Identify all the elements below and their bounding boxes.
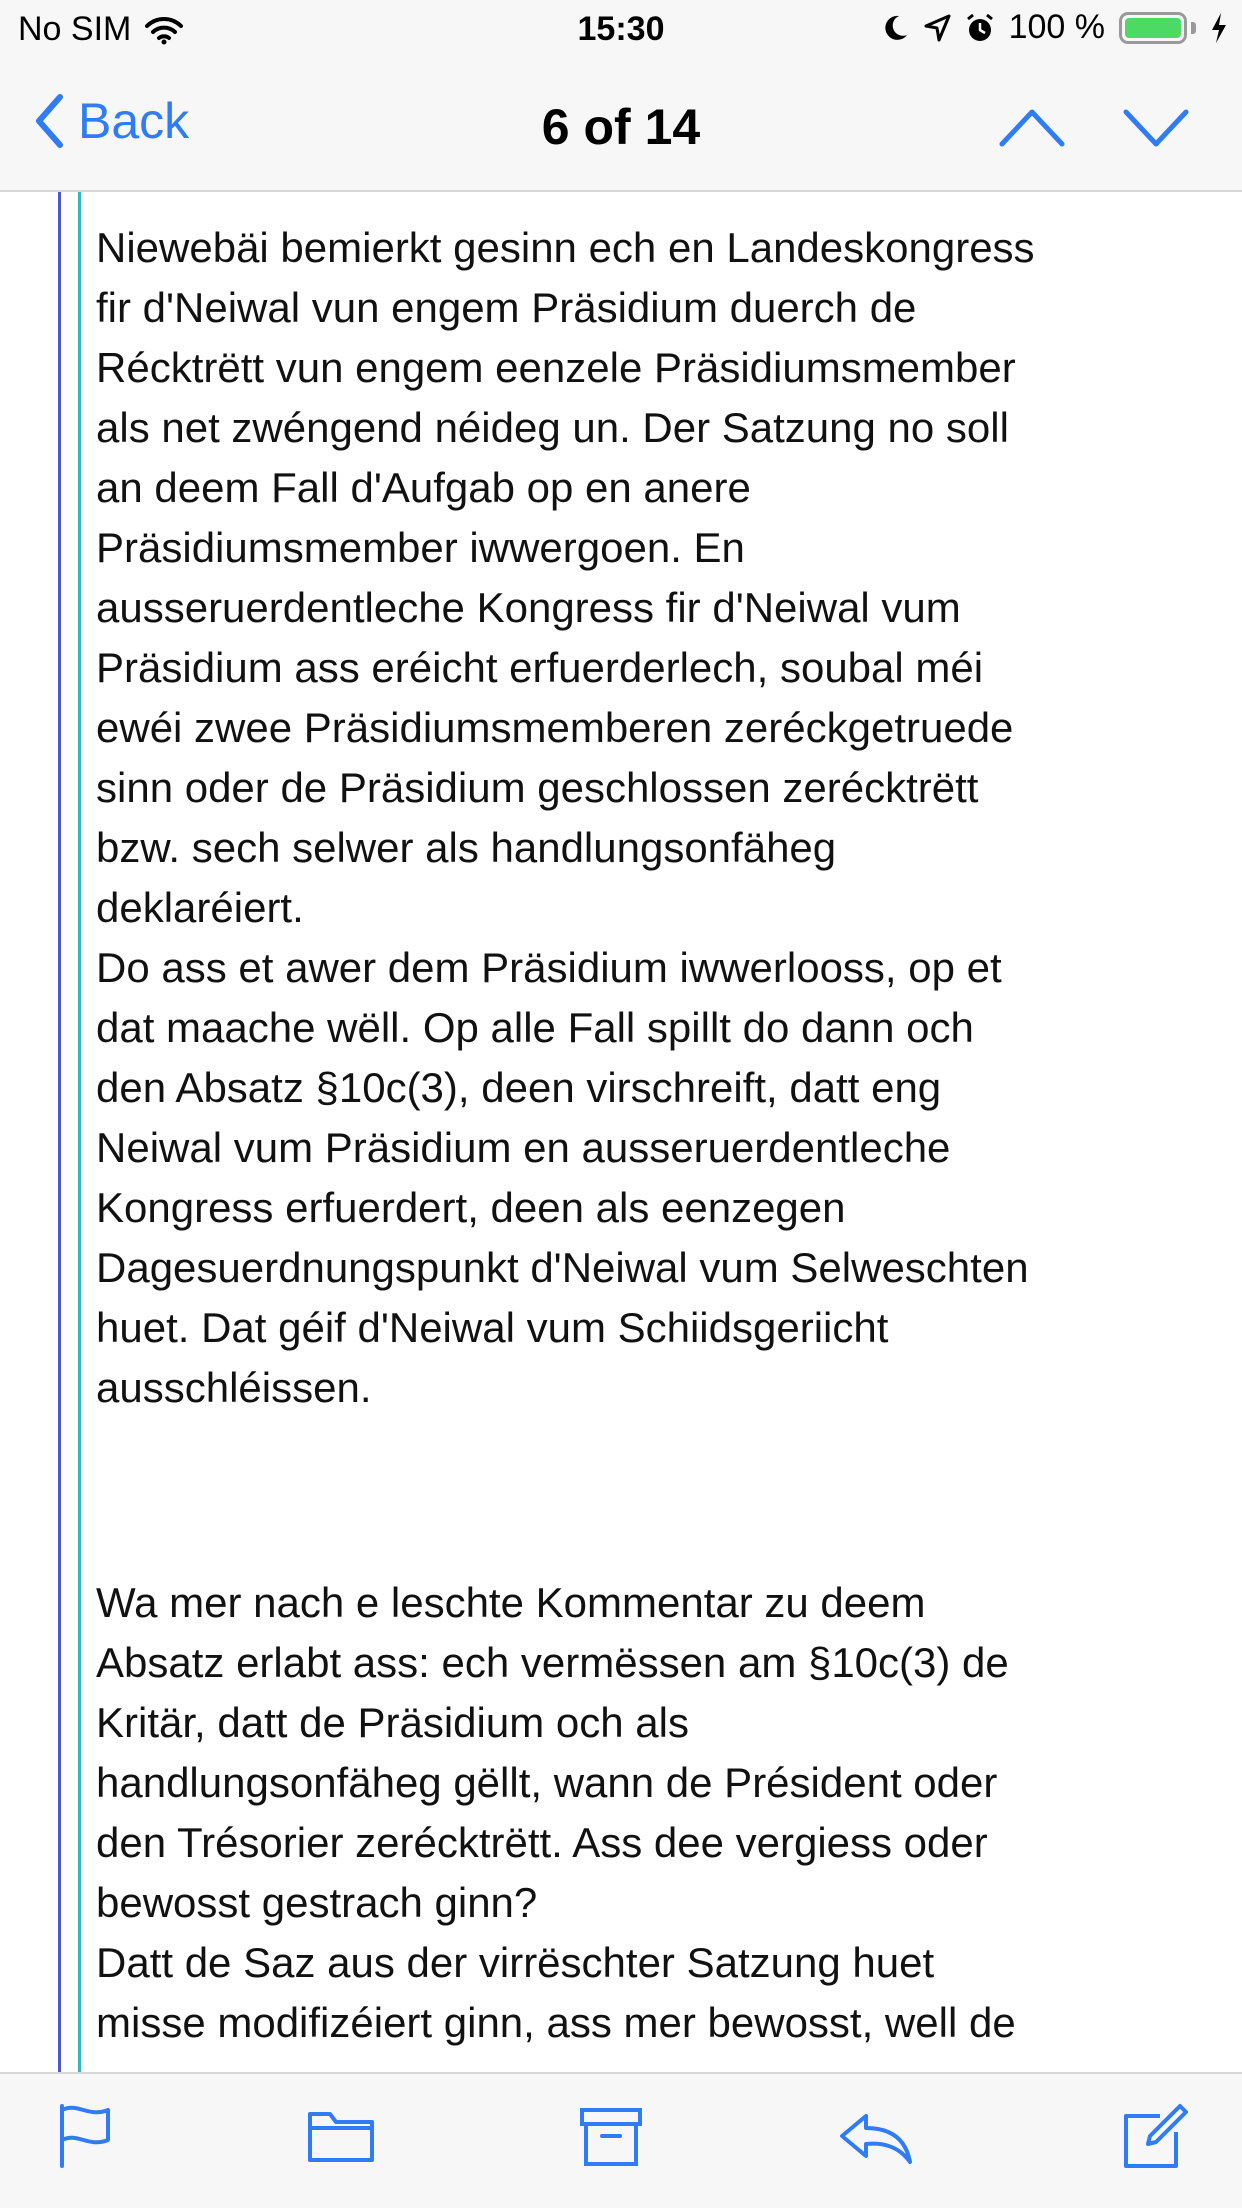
compose-icon[interactable] xyxy=(1120,2100,1192,2172)
quote-bar-outer xyxy=(58,192,61,2072)
moon-icon xyxy=(881,13,909,43)
chevron-down-icon[interactable] xyxy=(1122,102,1190,152)
archive-icon[interactable] xyxy=(578,2100,644,2172)
paragraph: Do ass et awer dem Präsidium iwwerlooss, op et dat maache wëll. Op alle Fall spillt do dann och den Absatz §10c(3), deen virschreift, datt eng Neiwal vum Präsidium en ausseruerdentleche Kongress erfuerdert, deen als eenzegen Dagesuerdnungspunkt d'Neiwal vum Selweschten huet. Dat géif d'Neiwal vum Schiidsgeriicht ausschléissen. xyxy=(96,944,1029,1411)
paragraph: Wa mer nach e leschte Kommentar zu deem Absatz erlabt ass: ech vermëssen am §10c(3) de Kritär, datt de Präsidium och als handlungsonfäheg gëllt, wann de Président oder den Trésorier zerécktrëtt. Ass dee vergiess oder bewosst gestrach ginn? xyxy=(96,1579,1009,1926)
charging-icon xyxy=(1210,12,1228,44)
status-bar xyxy=(0,0,1242,62)
back-label: Back xyxy=(78,93,190,149)
status-time: 15:30 xyxy=(577,10,665,48)
carrier-label: No SIM xyxy=(18,10,132,48)
location-icon xyxy=(923,13,951,43)
battery-level xyxy=(1125,18,1181,38)
paragraph-spacer xyxy=(96,1418,1206,1573)
status-right xyxy=(881,8,1228,47)
chevron-up-icon[interactable] xyxy=(998,102,1066,152)
battery-percent: 100 % xyxy=(1008,8,1105,46)
folder-icon[interactable] xyxy=(306,2100,376,2172)
quote-bar-inner xyxy=(78,192,81,2072)
message-body[interactable] xyxy=(0,192,1242,2072)
paragraph: Datt de Saz aus der virrëschter Satzung huet misse modifizéiert ginn, ass mer bewosst, well de xyxy=(96,1939,1016,2046)
message-counter: 6 of 14 xyxy=(541,99,701,155)
alarm-icon xyxy=(965,12,995,44)
paragraph: Niewebäi bemierkt gesinn ech en Landeskongress fir d'Neiwal vun engem Präsidium duerch de Récktrëtt vun engem eenzele Präsidiumsmember als net zwéngend néideg un. Der Satzung no soll an deem Fall d'Aufgab op en anere Präsidiumsmember iwwergoen. En ausseruerdentleche Kongress fir d'Neiwal vum Präsidium ass eréicht erfuerderlech, soubal méi ewéi zwee Präsidiumsmemberen zeréckgetruede sinn oder de Präsidium geschlossen zerécktrëtt bzw. sech selwer als handlungsonfäheg deklaréiert. xyxy=(96,224,1035,931)
flag-icon[interactable] xyxy=(50,2100,122,2172)
reply-icon[interactable] xyxy=(836,2100,916,2172)
battery-icon xyxy=(1119,12,1196,44)
nav-bar xyxy=(0,62,1242,192)
quoted-text xyxy=(96,218,1206,2053)
bottom-toolbar xyxy=(0,2072,1242,2208)
message-navigation xyxy=(998,102,1190,152)
